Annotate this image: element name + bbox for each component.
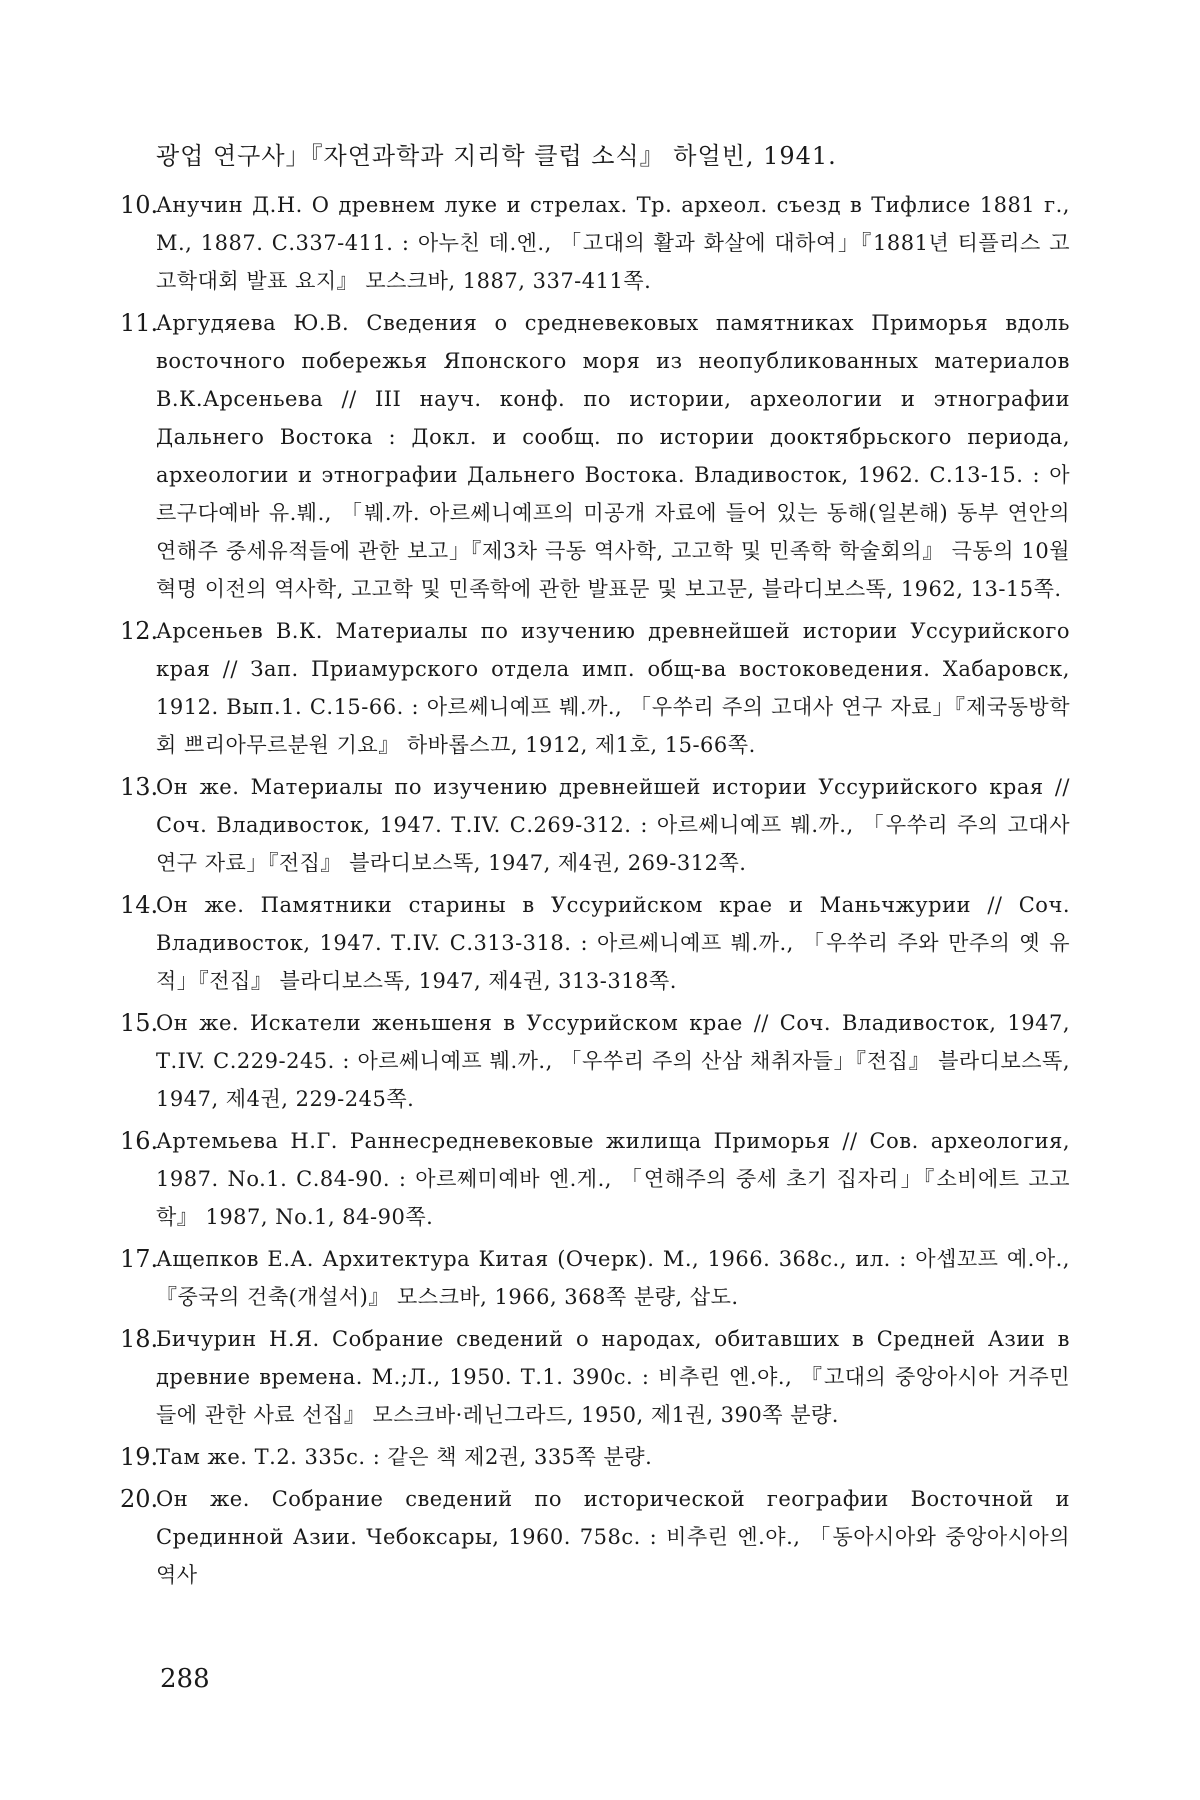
reference-number: 14.: [120, 891, 159, 919]
reference-number: 10.: [120, 191, 159, 219]
page-number: 288: [160, 1664, 210, 1694]
reference-list: [120, 186, 1070, 1598]
reference-number: 16.: [120, 1127, 159, 1155]
reference-text: Анучин Д.Н. О древнем луке и стрелах. Тр. археол. съезд в Тифлисе 1881 г., М., 1887. С.337-411. : 아누친 데.엔., 「고대의 활과 화살에 대하여」『1881년 티플리스 고고학대회 발표 요지』 모스크바, 1887, 337-411쪽.: [156, 193, 1070, 293]
reference-number: 18.: [120, 1325, 159, 1353]
reference-number: 13.: [120, 773, 159, 801]
reference-text: Там же. Т.2. 335с. : 같은 책 제2권, 335쪽 분량.: [156, 1445, 653, 1469]
reference-number: 11.: [120, 309, 159, 337]
reference-item: [120, 1004, 1070, 1118]
reference-text: Он же. Материалы по изучению древнейшей истории Уссурийского края // Соч. Владивосток, 1947. Т.IV. С.269-312. : 아르쎄니예프 붸.까., 「우쑤리 주의 고대사 연구 자료」『전집』 블라디보스똑, 1947, 제4권, 269-312쪽.: [156, 775, 1070, 875]
reference-item: [120, 1122, 1070, 1236]
reference-text: Он же. Памятники старины в Уссурийском крае и Маньчжурии // Соч. Владивосток, 1947. Т.IV. С.313-318. : 아르쎄니예프 붸.까., 「우쑤리 주와 만주의 옛 유적」『전집』 블라디보스똑, 1947, 제4권, 313-318쪽.: [156, 893, 1070, 993]
reference-item: [120, 304, 1070, 608]
reference-number: 15.: [120, 1009, 159, 1037]
reference-number: 12.: [120, 617, 159, 645]
reference-text: Бичурин Н.Я. Собрание сведений о народах, обитавших в Средней Азии в древние времена. М.;Л., 1950. Т.1. 390с. : 비추린 엔.야., 『고대의 중앙아시아 거주민들에 관한 사료 선집』 모스크바·레닌그라드, 1950, 제1권, 390쪽 분량.: [156, 1327, 1070, 1427]
reference-item: [120, 1240, 1070, 1316]
reference-item: [120, 1480, 1070, 1594]
reference-item: [120, 1320, 1070, 1434]
reference-text: Артемьева Н.Г. Раннесредневековые жилища Приморья // Сов. археология, 1987. No.1. С.84-90. : 아르쩨미예바 엔.게., 「연해주의 중세 초기 집자리」『소비에트 고고학』 1987, No.1, 84-90쪽.: [156, 1129, 1070, 1229]
reference-item: [120, 886, 1070, 1000]
reference-text: Аргудяева Ю.В. Сведения о средневековых памятниках Приморья вдоль восточного побережья Японского моря из неопубликованных материалов В.К.Арсеньева // III науч. конф. по истории, археологии и этнографии Дальнего Востока : Докл. и сообщ. по истории дооктябрьского периода, археологии и этнографии Дальнего Востока. Владивосток, 1962. С.13-15. : 아르구다예바 유.붸., 「붸.까. 아르쎄니예프의 미공개 자료에 들어 있는 동해(일본해) 동부 연안의 연해주 중세유적들에 관한 보고」『제3차 극동 역사학, 고고학 및 민족학 학술회의』 극동의 10월혁명 이전의 역사학, 고고학 및 민족학에 관한 발표문 및 보고문, 블라디보스똑, 1962, 13-15쪽.: [156, 311, 1070, 601]
continuation-text: 광업 연구사」『자연과학과 지리학 클럽 소식』 하얼빈, 1941.: [156, 142, 837, 170]
reference-text: Он же. Искатели женьшеня в Уссурийском крае // Соч. Владивосток, 1947, Т.IV. С.229-245. : 아르쎄니예프 붸.까., 「우쑤리 주의 산삼 채취자들」『전집』 블라디보스똑, 1947, 제4권, 229-245쪽.: [156, 1011, 1070, 1111]
reference-item: [120, 186, 1070, 300]
reference-text: Он же. Собрание сведений по исторической географии Восточной и Срединной Азии. Чебоксары, 1960. 758с. : 비추린 엔.야., 「동아시아와 중앙아시아의 역사: [156, 1487, 1070, 1587]
reference-number: 20.: [120, 1485, 159, 1513]
reference-text: Ащепков Е.А. Архитектура Китая (Очерк). М., 1966. 368с., ил. : 아셉꼬프 예.아., 『중국의 건축(개설서)』 모스크바, 1966, 368쪽 분량, 삽도.: [156, 1247, 1070, 1309]
reference-item: [120, 612, 1070, 764]
reference-number: 17.: [120, 1245, 159, 1273]
reference-number: 19.: [120, 1443, 159, 1471]
reference-item: [120, 768, 1070, 882]
reference-text: Арсеньев В.К. Материалы по изучению древнейшей истории Уссурийского края // Зап. Приамурского отдела имп. общ-ва востоковедения. Хабаровск, 1912. Вып.1. С.15-66. : 아르쎄니예프 붸.까., 「우쑤리 주의 고대사 연구 자료」『제국동방학회 쁘리아무르분원 기요』 하바롭스끄, 1912, 제1호, 15-66쪽.: [156, 619, 1070, 757]
reference-item: [120, 1438, 1070, 1476]
